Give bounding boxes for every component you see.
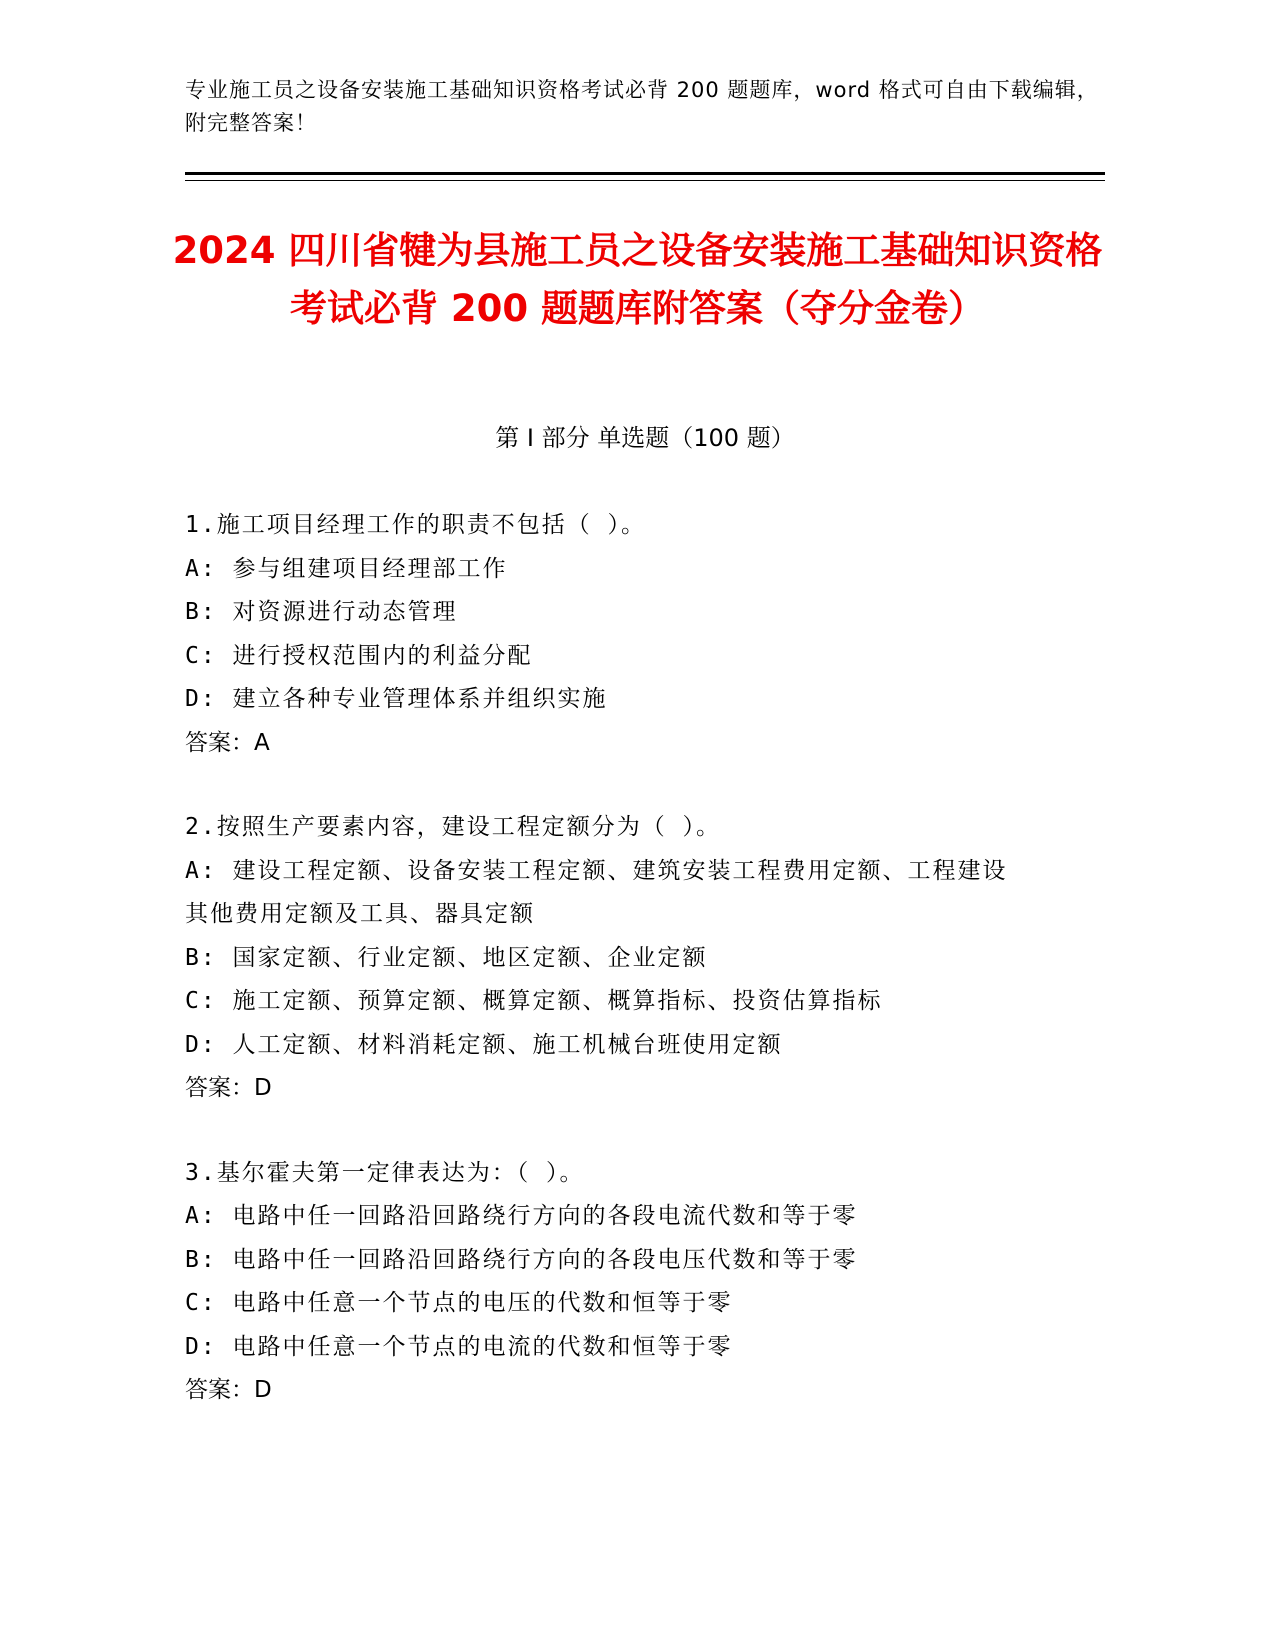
- question-stem: 2.按照生产要素内容，建设工程定额分为（ ）。: [185, 814, 722, 840]
- question-1: [185, 504, 1105, 765]
- header-note: 专业施工员之设备安装施工基础知识资格考试必背 200 题题库，word 格式可自由下载编辑，附完整答案！: [185, 78, 1099, 135]
- question-list: [185, 504, 1105, 1454]
- question-3: [185, 1152, 1105, 1413]
- option-a: A: 参与组建项目经理部工作: [185, 555, 508, 582]
- option-a: A: 建设工程定额、设备安装工程定额、建筑安装工程费用定额、工程建设其他费用定额及工具、器具定额: [185, 857, 1008, 927]
- option-c: C: 电路中任意一个节点的电压的代数和恒等于零: [185, 1290, 733, 1316]
- document-title: 2024 四川省犍为县施工员之设备安装施工基础知识资格考试必背 200 题题库附答案（夺分金卷）: [172, 229, 1103, 330]
- option-d: D: 人工定额、材料消耗定额、施工机械台班使用定额: [185, 1031, 783, 1058]
- section-title: 第 I 部分 单选题（100 题）: [495, 424, 795, 452]
- option-b: B: 国家定额、行业定额、地区定额、企业定额: [185, 944, 708, 971]
- option-b: B: 电路中任一回路沿回路绕行方向的各段电压代数和等于零: [185, 1246, 858, 1273]
- answer: 答案：D: [185, 1075, 272, 1101]
- header-rule-thin: [185, 180, 1105, 181]
- option-c: C: 进行授权范围内的利益分配: [185, 642, 533, 669]
- answer: 答案：D: [185, 1377, 272, 1403]
- question-stem: 3.基尔霍夫第一定律表达为：（ ）。: [185, 1159, 585, 1186]
- question-stem: 1.施工项目经理工作的职责不包括（ ）。: [185, 512, 647, 538]
- option-d: D: 电路中任意一个节点的电流的代数和恒等于零: [185, 1333, 733, 1360]
- question-2: [185, 806, 1105, 1111]
- option-c: C: 施工定额、预算定额、概算定额、概算指标、投资估算指标: [185, 988, 883, 1014]
- option-d: D: 建立各种专业管理体系并组织实施: [185, 686, 608, 712]
- option-b: B: 对资源进行动态管理: [185, 599, 458, 625]
- header-rule-thick: [185, 172, 1105, 175]
- answer: 答案：A: [185, 729, 270, 756]
- option-a: A: 电路中任一回路沿回路绕行方向的各段电流代数和等于零: [185, 1203, 858, 1229]
